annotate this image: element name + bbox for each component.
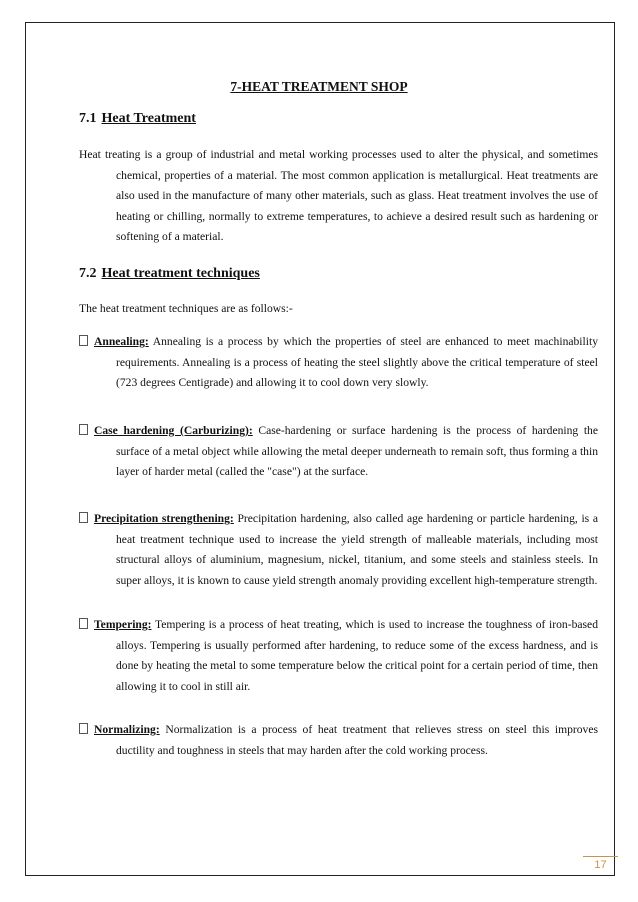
list-item-text: Case-hardening or surface hardening is the process of hardening the surface of a metal object while allowing the metal deeper underneath to remain soft, thus forming a thin layer of harder metal (called the "case") at the surface. [116,424,598,478]
list-item-text: Normalization is a process of heat treatment that relieves stress on steel this improves ductility and toughness in steels that may harden after the cold working process. [116,723,598,757]
page-title: 7-HEAT TREATMENT SHOP [230,79,408,94]
section-number: 7.2 [79,266,97,281]
section-intro: The heat treatment techniques are as follows:- [79,302,293,315]
section-number: 7.1 [79,111,97,126]
section-paragraph: Heat treating is a group of industrial and metal working processes used to alter the physical, and sometimes chemical, properties of a material. The most common application is metallurgical. Heat treatments are also used in the manufacture of many other materials, such as glass. Heat treatment involves the use of heating or chilling, normally to extreme temperatures, to achieve a desired result such as hardening or softening of a material. [79,148,598,243]
list-item-term: Annealing: [94,335,149,348]
list-item-case-hardening [79,421,598,483]
bullet-icon [79,723,88,734]
list-item-term: Case hardening (Carburizing): [94,424,253,437]
list-item-text: Annealing is a process by which the properties of steel are enhanced to meet machinability requirements. Annealing is a process of heating the steel slightly above the critical temperature of steel (723 degrees Centigrade) and allowing it to cool down very slowly. [116,335,598,389]
bullet-icon [79,618,88,629]
bullet-icon [79,335,88,346]
list-item-text: Tempering is a process of heat treating, which is used to increase the toughness of iron-based alloys. Tempering is usually performed after hardening, to reduce some of the excess hardness, and is done by heating the metal to some temperature below the critical point for a certain period of time, then allowing it to cool in still air. [116,618,598,693]
list-item-term: Normalizing: [94,723,160,736]
list-item-normalizing [79,720,598,761]
section-heading-7-1 [79,111,196,127]
list-item-annealing [79,332,598,394]
list-item-tempering [79,615,598,697]
bullet-icon [79,424,88,435]
section-title: Heat Treatment [101,111,196,126]
section-heading-7-2 [79,266,260,282]
list-item-term: Tempering: [94,618,152,631]
list-item-precipitation [79,509,598,591]
section-title: Heat treatment techniques [101,266,260,281]
page-number: 17 [583,856,618,871]
list-item-term: Precipitation strengthening: [94,512,234,525]
list-item-text: Precipitation hardening, also called age hardening or particle hardening, is a heat treatment technique used to increase the yield strength of malleable materials, including most structural alloys of aluminium, magnesium, nickel, titanium, and some steels and stainless steels. In super alloys, it is known to cause yield strength anomaly providing excellent high-temperature strength. [116,512,599,587]
bullet-icon [79,512,88,523]
